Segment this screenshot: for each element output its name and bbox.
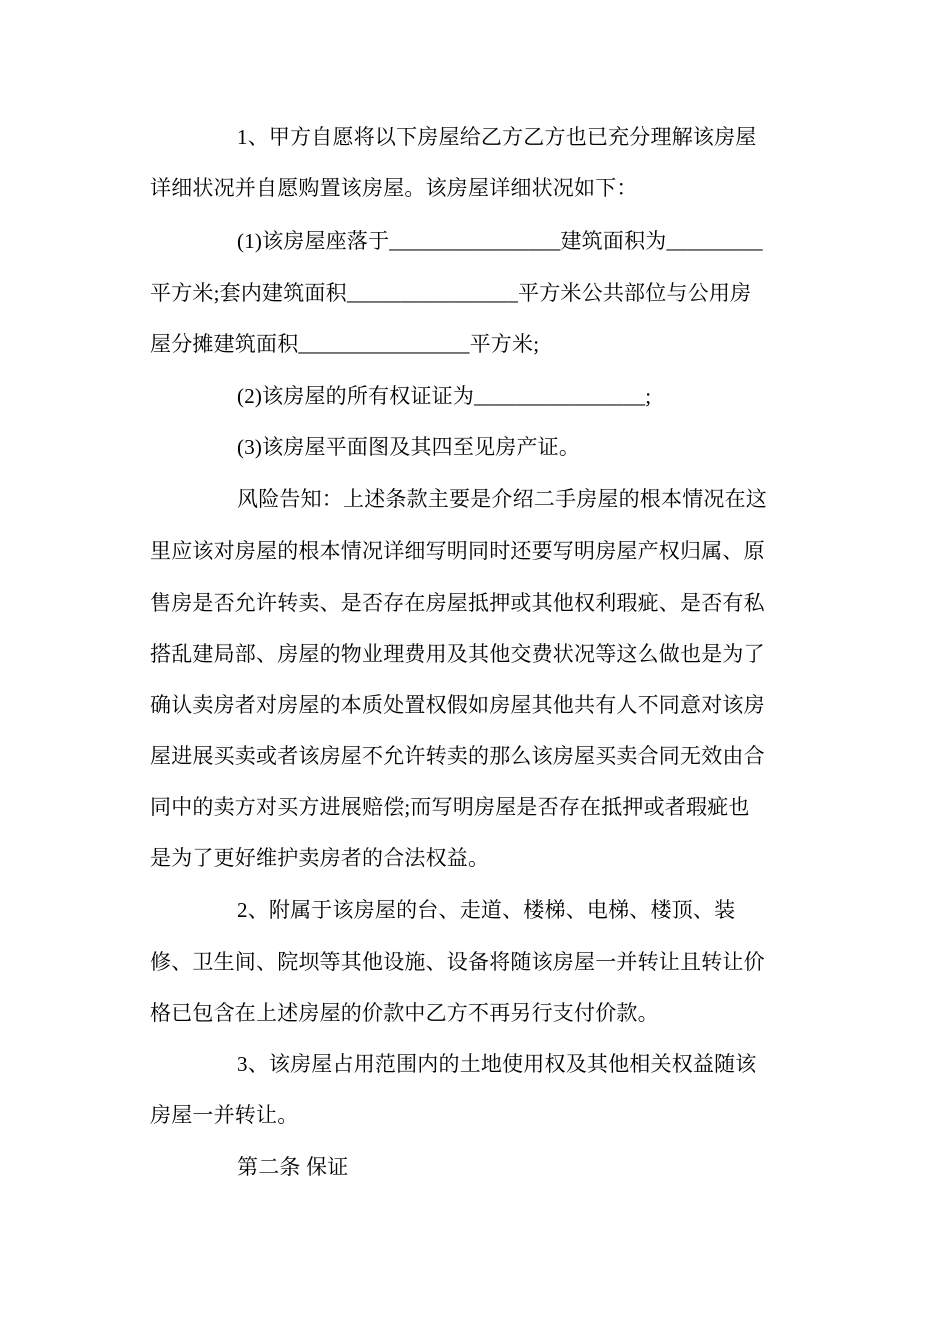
clause-3-line-1: 3、该房屋占用范围内的土地使用权及其他相关权益随该: [237, 1052, 757, 1076]
risk-notice-line-8: 是为了更好维护卖房者的合法权益。: [150, 846, 490, 870]
risk-notice-line-5: 确认卖房者对房屋的本质处置权假如房屋其他共有人不同意对该房: [150, 693, 765, 717]
clause-3-line-2: 房屋一并转让。: [150, 1103, 299, 1127]
item-1-line-1: (1)该房屋座落于________________建筑面积为_________: [237, 229, 763, 253]
risk-notice-line-6: 屋进展买卖或者该房屋不允许转卖的那么该房屋买卖合同无效由合: [150, 744, 765, 768]
risk-notice-line-7: 同中的卖方对买方进展赔偿;而写明房屋是否存在抵押或者瑕疵也: [150, 795, 750, 819]
risk-notice-line-3: 售房是否允许转卖、是否存在房屋抵押或其他权利瑕疵、是否有私: [150, 591, 765, 615]
clause-1-line-2: 详细状况并自愿购置该房屋。该房屋详细状况如下：: [150, 176, 638, 200]
article-2-heading: 第二条 保证: [237, 1155, 349, 1179]
item-1-line-3: 屋分摊建筑面积________________平方米;: [150, 332, 540, 356]
risk-notice-line-4: 搭乱建局部、房屋的物业理费用及其他交费状况等这么做也是为了: [150, 642, 765, 666]
risk-notice-line-1: 风险告知：上述条款主要是介绍二手房屋的根本情况在这: [237, 487, 767, 511]
risk-notice-line-2: 里应该对房屋的根本情况详细写明同时还要写明房屋产权归属、原: [150, 539, 765, 563]
item-3-line: (3)该房屋平面图及其四至见房产证。: [237, 435, 581, 459]
clause-1-line-1: 1、甲方自愿将以下房屋给乙方乙方也已充分理解该房屋: [237, 125, 757, 149]
clause-2-line-1: 2、附属于该房屋的台、走道、楼梯、电梯、楼顶、装: [237, 898, 736, 922]
item-2-line: (2)该房屋的所有权证证为________________;: [237, 384, 652, 408]
clause-2-line-2: 修、卫生间、院坝等其他设施、设备将随该房屋一并转让且转让价: [150, 950, 765, 974]
clause-2-line-3: 格已包含在上述房屋的价款中乙方不再另行支付价款。: [150, 1001, 659, 1025]
item-1-line-2: 平方米;套内建筑面积________________平方米公共部位与公用房: [150, 281, 752, 305]
